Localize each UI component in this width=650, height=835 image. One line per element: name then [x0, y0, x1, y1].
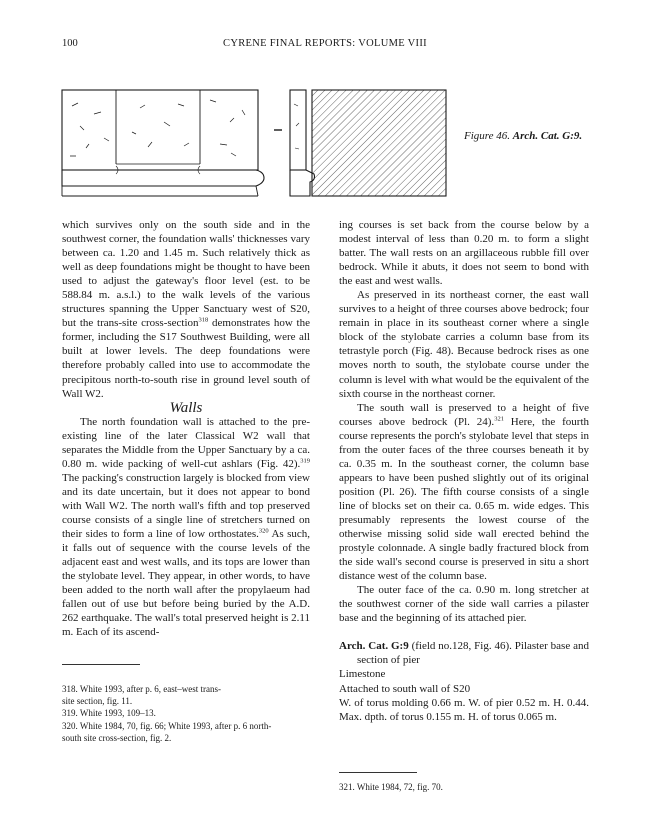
paragraph: As preserved in its northeast corner, the east wall survives to a height of three courses above bedrock; four remain in place in its southeast corner where a single block of the stylobate carries a column base from its tetrastyle porch (Fig. 48). Because bedrock rises as one moves north to south, the stylobate course under the column is level with what would be the equivalent of the sixth course in the northeast corner. [339, 289, 589, 400]
page-number: 100 [62, 38, 78, 49]
paragraph [339, 401, 589, 584]
footnote-rule-left [62, 664, 140, 665]
running-title: CYRENE FINAL REPORTS: VOLUME VIII [223, 38, 427, 49]
text-run: demonstrates how the former, including the S17 Southwest Building, were all built at lower levels. The deep foundations were therefore probably called into use to accommodate the precipitous north-to-south rise in ground level south of Wall W2. [62, 317, 310, 400]
paragraph: ing courses is set back from the course below by a modest interval of less than 0.20 m. to form a slight batter. The wall rests on an argillaceous rubble fill over bedrock. While it abuts, it does not seem to bond with the east and west walls. [339, 219, 589, 288]
catalog-dimensions: W. of torus molding 0.66 m. W. of pier 0.52 m. H. 0.44. Max. dpth. of torus 0.155 m. H. of torus 0.065 m. [339, 696, 589, 723]
footnote-318: 318. White 1993, after p. 6, east–west trans- [62, 684, 222, 694]
catalog-location: Attached to south wall of S20 [339, 682, 471, 695]
figure-caption-label: Figure 46. [464, 130, 513, 142]
figure-caption [464, 130, 582, 142]
footnotes-right [339, 781, 589, 793]
footnote-318-cont: site section, fig. 11. [62, 696, 133, 707]
text-run: The north foundation wall is attached to the pre-existing line of the later Classical W2 wall that separates the Middle from the Upper Sanctuary by a ca. 0.80 m. wide packing of well-cut ashlars (Fig. 42). [62, 415, 310, 470]
paragraph [62, 218, 310, 401]
section-heading-walls: Walls [169, 399, 203, 416]
text-run: Here, the fourth course represents the porch's stylobate level that steps in from the outer faces of the three courses beneath it by ca. 0.35 m. In the southeast corner, the column base appears to have been pushed slightly out of its original position (Pl. 26). The fifth course consists of a single line of blocks set on their ca. 0.65 m. wide edges. This presumably represents the lowest course of the otherwise missing solid side wall erected behind the prostyle colonnade. A single badly fractured block from the side wall's second course is preserved in situ a short distance west of the column base. [339, 415, 589, 583]
footnote-ref-321[interactable]: 321 [494, 415, 504, 422]
text-run: As such, it falls out of sequence with the course levels of the adjacent east and west walls, and its tops are lower than the stylobate level. They appear, in other words, to have been added to the north wall after the propylaeum had fallen out of use but before being buried by the A.D. 262 earthquake. The wall's total preserved height is 2.11 m. Each of its ascend- [62, 528, 311, 639]
text-run: which survives only on the south side and in the southwest corner, the foundation walls' thicknesses vary between ca. 1.20 and 1.45 m. Such relatively thick as well as deep foundations might be thought to have been used to adjust the gateway's floor level (est. to be 588.84 m. a.s.l.) to the walk levels of the various structures spanning the Upper Sanctuary west of S20, but the trans-site cross-section [62, 219, 310, 330]
pier-section [290, 90, 446, 196]
footnote-ref-320[interactable]: 320 [258, 527, 269, 535]
footnote-320: 320. White 1984, 70, fig. 66; White 1993, after p. 6 north- [62, 720, 272, 731]
footnotes-left [62, 683, 312, 744]
catalog-material: Limestone [339, 668, 386, 681]
footnote-321: 321. White 1984, 72, fig. 70. [339, 782, 443, 792]
footnote-319: 319. White 1993, 109–13. [62, 708, 156, 719]
right-column [339, 218, 589, 724]
figure-caption-ref: Arch. Cat. G:9. [512, 130, 583, 142]
text-run: The south wall is preserved to a height of five courses above bedrock (Pl. 24). [339, 401, 589, 428]
figure-46-drawing [60, 86, 450, 208]
catalog-entry [339, 639, 589, 667]
paragraph [62, 415, 310, 640]
catalog-description: (field no.128, Fig. 46). Pilaster base and section of pier [357, 640, 589, 667]
footnote-rule-right [339, 772, 417, 773]
paragraph: The outer face of the ca. 0.90 m. long stretcher at the southwest corner of the side wall carries a pilaster base and the beginning of its attached pier. [339, 584, 589, 625]
text-run: The packing's construction largely is blocked from view and its date uncertain, but it does not appear to bond with Wall W2. The north wall's fifth and top preserved course consists of a single line of stretchers turned on their sides to form a line of low orthostates. [62, 471, 310, 541]
running-header [62, 38, 588, 54]
catalog-ref: Arch. Cat. G:9 [339, 640, 409, 653]
footnote-ref-318[interactable]: 318 [198, 316, 209, 324]
left-column [62, 218, 310, 639]
pilaster-elevation [62, 90, 264, 196]
footnote-320-cont: south site cross-section, fig. 2. [62, 732, 172, 743]
footnote-ref-319[interactable]: 319 [300, 457, 310, 465]
